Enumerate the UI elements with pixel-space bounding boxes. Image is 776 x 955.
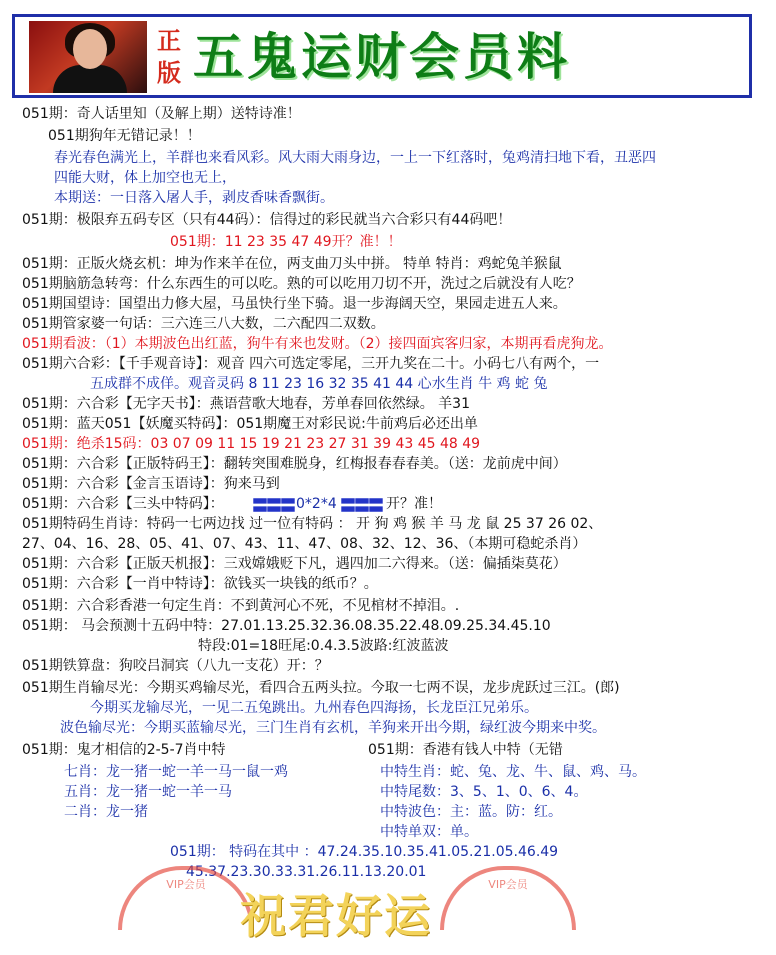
- text-line: 051期： 马会预测十五码中特：27.01.13.25.32.36.08.35.22.48.09.25.34.45.10: [22, 618, 551, 634]
- portrait-photo: [29, 21, 147, 93]
- text-line: 051期：极限弃五码专区（只有44码）：信得过的彩民就当六合彩只有44码吧！: [22, 212, 512, 228]
- text-line: 051期：鬼才相信的2-5-7肖中特: [22, 742, 226, 758]
- text-line: 051期：11 23 35 47 49开？准！！: [170, 234, 402, 250]
- text-line: 五成群不成佯。观音灵码 8 11 23 16 32 35 41 44 心水生肖 牛 鸡 蛇 兔: [90, 376, 548, 392]
- text-line: 051期： 特码在其中 ：47.24.35.10.35.41.05.21.05.46.49: [170, 844, 559, 860]
- blessing-text: 祝君好运: [240, 889, 432, 943]
- text-line: 051期：六合彩香港一句定生肖：不到黄河心不死，不见棺材不掉泪。.: [22, 598, 460, 614]
- text-line: 051期狗年无错记录！！: [48, 128, 201, 144]
- vip-stamp: VIP会员: [118, 866, 254, 930]
- text-line: 051期：六合彩【三头中特码】：: [22, 496, 224, 512]
- dash-marks: 〓〓〓: [340, 496, 383, 515]
- text-line: 中特尾数：3、5、1、0、6、4。: [380, 784, 588, 800]
- text-line: 本期送：一日落入屠人手，剥皮香味香飘街。: [54, 190, 334, 206]
- text-line: 波色输尽光：今期买蓝输尽光，三门生肖有玄机，羊狗来开出今期，绿红波今期来中奖。: [60, 720, 606, 736]
- text-line: 特段:01=18旺尾:0.4.3.5波路:红波蓝波: [198, 638, 449, 654]
- text-line: 051期看波：（1）本期波色出红蓝，狗牛有来也发财。（2）接四面宾客归家，本期再看虎狗龙。: [22, 336, 613, 352]
- dash-marks: 〓〓〓: [252, 496, 295, 515]
- vip-stamp: VIP会员: [440, 866, 576, 930]
- text-line: 051期：正版火烧玄机：坤为作来羊在位，两支曲刀头中拼。 特单 特肖：鸡蛇兔羊猴鼠: [22, 256, 562, 272]
- text-line: 中特单双：单。: [380, 824, 478, 840]
- header-banner: [12, 14, 752, 98]
- page-title: 五鬼运财会员料: [193, 28, 571, 86]
- text-line: 051期脑筋急转弯：什么东西生的可以吃。熟的可以吃用刀切不开，洗过之后就没有人吃？: [22, 276, 581, 292]
- text-line: 051期：奇人话里知（及解上期）送特诗准！: [22, 106, 301, 122]
- text-line: 051期六合彩：【千手观音诗】：观音 四六可选定零尾，三开九奖在二十。小码七八有两个，一: [22, 356, 600, 372]
- text-line: 中特生肖：蛇、兔、龙、牛、鼠、鸡、马。: [380, 764, 646, 780]
- text-line: 051期国望诗：国望出力修大屋，马虽快行坐下骑。退一步海阔天空，果园走进五人来。: [22, 296, 567, 312]
- text-line: 中特波色：主：蓝。防：红。: [380, 804, 562, 820]
- text-line: 051期：六合彩【一肖中特诗】：欲钱买一块钱的纸币？。: [22, 576, 378, 592]
- text-line: 二肖：龙一猪: [64, 804, 148, 820]
- text-line: 春光春色满光上，羊群也来看风彩。风大雨大雨身边，一上一下红落时，兔鸡清扫地下看，丑恶四: [54, 150, 656, 166]
- text-line: 051期：绝杀15码：03 07 09 11 15 19 21 23 27 31 39 43 45 48 49: [22, 436, 481, 452]
- text-line: 051期：六合彩【正版特码王】：翻转突围难脱身，红梅报春春春美。（送：龙前虎中间）: [22, 456, 567, 472]
- text-line: 051期：香港有钱人中特（无错: [368, 742, 563, 758]
- text-line: 七肖：龙一猪一蛇一羊一马一鼠一鸡: [64, 764, 288, 780]
- text-line: 051期铁算盘：狗咬吕洞宾（八九一支花）开：？: [22, 658, 329, 674]
- text-line: 051期生肖输尽光：今期买鸡输尽光，看四合五两头拉。今取一七两不误，龙步虎跃过三江。(郎): [22, 680, 620, 696]
- text-line: 051期：六合彩【无字天书】：燕语营歌大地春，芳单春回依然绿。 羊31: [22, 396, 470, 412]
- text-line: 今期买龙输尽光，一见二五兔跳出。九州春色四海扬，长龙臣江兄弟乐。: [90, 700, 538, 716]
- text-line: 051期：六合彩【金言玉语诗】：狗来马到: [22, 476, 280, 492]
- text-line: 45.37.23.30.33.31.26.11.13.20.01: [186, 864, 427, 880]
- text-line: 051期管家婆一句话：三六连三八大数，二六配四二双数。: [22, 316, 385, 332]
- logo-mark: 正版: [157, 26, 181, 87]
- text-line: 开？准！: [386, 496, 442, 512]
- text-line: 0*2*4: [296, 496, 337, 512]
- text-line: 051期：蓝天051【妖魔买特码】：051期魔王对彩民说:牛前鸡后必还出单: [22, 416, 478, 432]
- text-line: 四能大财，体上加空也无上，: [54, 170, 236, 186]
- text-line: 051期特码生肖诗：特码一七两边找 过一位有特码 ： 开 狗 鸡 猴 羊 马 龙 鼠 25 37 26 02、: [22, 516, 603, 532]
- text-line: 27、04、16、28、05、41、07、43、11、47、08、32、12、36、（本期可稳蛇杀肖）: [22, 536, 587, 552]
- text-line: 五肖：龙一猪一蛇一羊一马: [64, 784, 232, 800]
- text-line: 051期：六合彩【正版天机报】：三戏嫦娥贬下凡，遇四加二六得来。（送：偏插柒莫花）: [22, 556, 567, 572]
